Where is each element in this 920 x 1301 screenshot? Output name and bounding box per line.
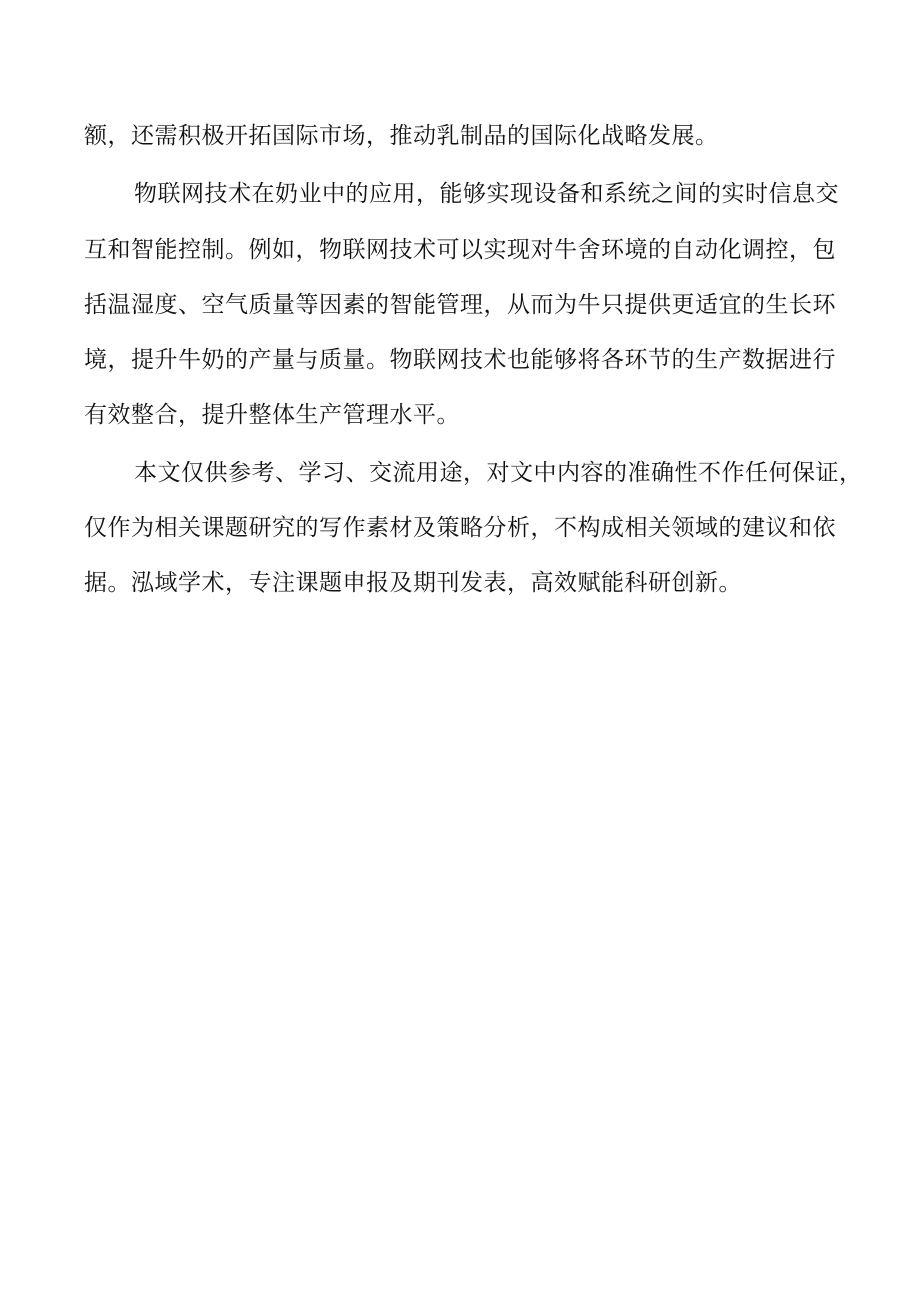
paragraph-3-line-1: 本文仅供参考、学习、交流用途，对文中内容的准确性不作任何保证， [134, 460, 863, 486]
paragraph-2-line-3: 括温湿度、空气质量等因素的智能管理，从而为牛只提供更适宜的生长环 [84, 292, 836, 318]
paragraph-2-line-2: 互和智能控制。例如，物联网技术可以实现对牛舍环境的自动化调控，包 [84, 237, 836, 263]
paragraph-1-line-1: 额，还需积极开拓国际市场，推动乳制品的国际化战略发展。 [84, 123, 719, 149]
paragraph-3-line-3: 据。泓域学术，专注课题申报及期刊发表，高效赋能科研创新。 [84, 570, 742, 596]
paragraph-3-line-2: 仅作为相关课题研究的写作素材及策略分析，不构成相关领域的建议和依 [84, 515, 836, 541]
paragraph-2-line-5: 有效整合，提升整体生产管理水平。 [84, 402, 460, 428]
paragraph-2-line-4: 境，提升牛奶的产量与质量。物联网技术也能够将各环节的生产数据进行 [84, 347, 836, 373]
paragraph-2-line-1: 物联网技术在奶业中的应用，能够实现设备和系统之间的实时信息交 [134, 181, 839, 207]
